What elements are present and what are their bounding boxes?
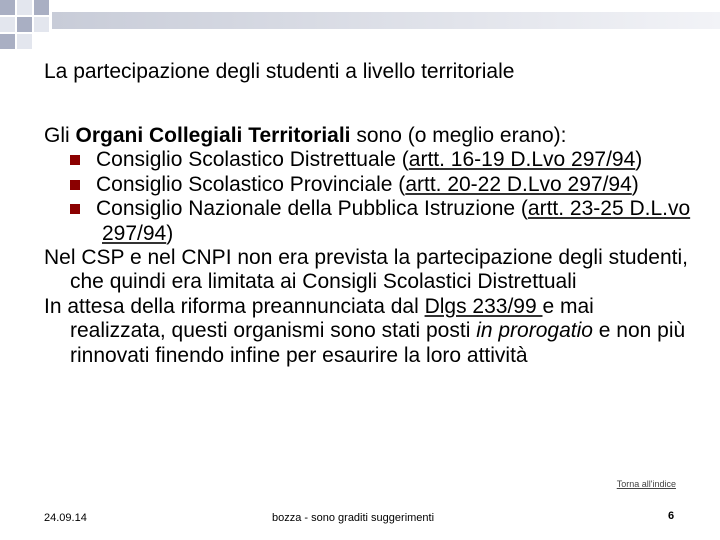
bullet-item <box>44 197 694 246</box>
decor-square <box>0 17 15 32</box>
decor-square <box>17 0 32 15</box>
intro-paragraph <box>44 124 694 148</box>
attesa-italic: in prorogatio <box>476 319 593 343</box>
page-number: 6 <box>668 510 675 522</box>
decor-square <box>17 34 32 49</box>
bullet-text: Consiglio Nazionale della Pubblica Istruzione ( <box>96 197 528 221</box>
bullet-close: ) <box>631 172 639 196</box>
footer-date: 24.09.14 <box>44 512 87 524</box>
attesa-paragraph <box>44 295 694 368</box>
decor-square <box>0 34 15 49</box>
decor-square <box>34 0 49 15</box>
square-bullet-icon <box>70 204 80 214</box>
decor-square <box>17 17 32 32</box>
back-to-index-link[interactable]: Torna all'indice <box>616 479 676 489</box>
decor-square <box>34 17 49 32</box>
dlgs-reference-link[interactable]: Dlgs 233/99 <box>424 294 543 318</box>
bullet-close: ) <box>166 221 174 245</box>
square-bullet-icon <box>70 180 80 190</box>
decor-square <box>0 0 15 15</box>
bullet-item <box>44 173 694 197</box>
bullet-text: Consiglio Scolastico Distrettuale ( <box>96 148 409 172</box>
law-reference-link[interactable]: artt. 20-22 D.Lvo 297/94 <box>405 172 632 196</box>
square-bullet-icon <box>70 155 80 165</box>
attesa-mid: e mai realizzata, questi organismi sono stati posti <box>70 294 594 343</box>
slide-body <box>44 124 694 368</box>
bullet-text: Consiglio Scolastico Provinciale ( <box>96 172 406 196</box>
header-bar <box>52 12 720 29</box>
bullet-item <box>44 148 694 172</box>
intro-pre: Gli <box>44 124 76 147</box>
intro-post: sono (o meglio erano): <box>350 124 567 147</box>
attesa-post: e non più rinnovati finendo infine per esaurire la loro attività <box>70 319 686 367</box>
footer-note: bozza - sono graditi suggerimenti <box>272 512 435 524</box>
slide-title: La partecipazione degli studenti a livello territoriale <box>44 60 515 83</box>
csp-paragraph: Nel CSP e nel CNPI non era prevista la partecipazione degli studenti, che quindi era limitata ai Consigli Scolastici Distrettuali <box>44 246 688 294</box>
attesa-pre: In attesa della riforma preannunciata dal <box>44 294 425 318</box>
intro-bold: Organi Collegiali Territoriali <box>75 124 351 147</box>
law-reference-link[interactable]: artt. 23-25 D.L.vo 297/94 <box>102 197 691 245</box>
law-reference-link[interactable]: artt. 16-19 D.Lvo 297/94 <box>408 148 636 172</box>
bullet-close: ) <box>635 148 643 172</box>
